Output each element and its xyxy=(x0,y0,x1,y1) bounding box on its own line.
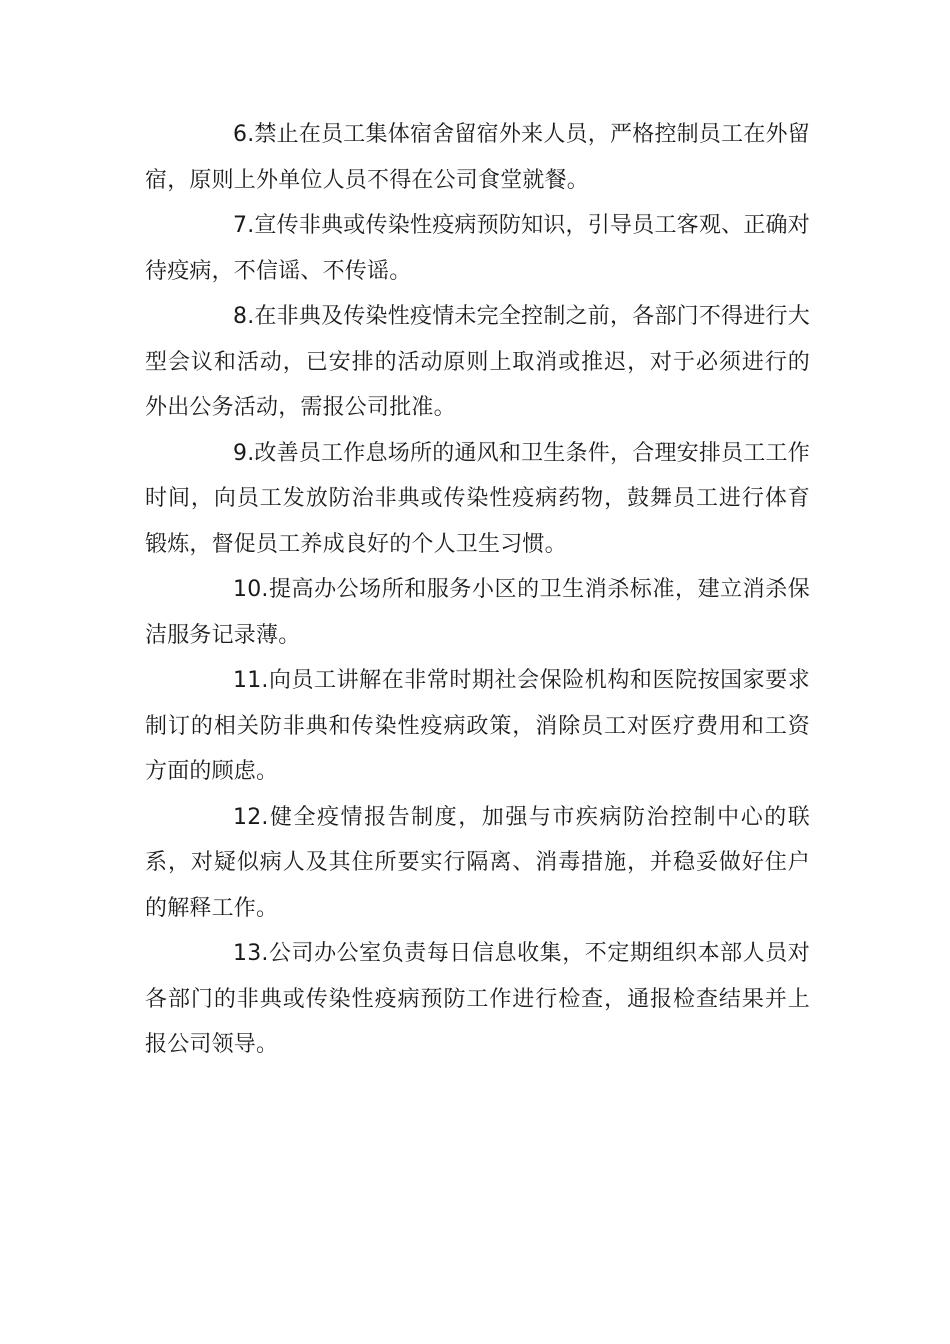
document-body xyxy=(145,112,810,1068)
paragraph-11: 11.向员工讲解在非常时期社会保险机构和医院按国家要求制订的相关防非典和传染性疫病政策，消除员工对医疗费用和工资方面的顾虑。 xyxy=(145,668,810,784)
paragraph-9: 9.改善员工作息场所的通风和卫生条件，合理安排员工工作时间，向员工发放防治非典或传染性疫病药物，鼓舞员工进行体育锻炼，督促员工养成良好的个人卫生习惯。 xyxy=(145,440,810,557)
paragraph-12: 12.健全疫情报告制度，加强与市疾病防治控制中心的联系，对疑似病人及其住所要实行隔离、消毒措施，并稳妥做好住户的解释工作。 xyxy=(145,804,810,921)
paragraph-6: 6.禁止在员工集体宿舍留宿外来人员，严格控制员工在外留宿，原则上外单位人员不得在公司食堂就餐。 xyxy=(145,122,810,193)
paragraph-8: 8.在非典及传染性疫情未完全控制之前，各部门不得进行大型会议和活动，已安排的活动原则上取消或推迟，对于必须进行的外出公务活动，需报公司批准。 xyxy=(145,304,810,420)
paragraph-10: 10.提高办公场所和服务小区的卫生消杀标准，建立消杀保洁服务记录薄。 xyxy=(145,577,810,648)
paragraph-13: 13.公司办公室负责每日信息收集，不定期组织本部人员对各部门的非典或传染性疫病预防工作进行检查，通报检查结果并上报公司领导。 xyxy=(145,941,810,1057)
paragraph-7: 7.宣传非典或传染性疫病预防知识，引导员工客观、正确对待疫病，不信谣、不传谣。 xyxy=(145,213,810,284)
